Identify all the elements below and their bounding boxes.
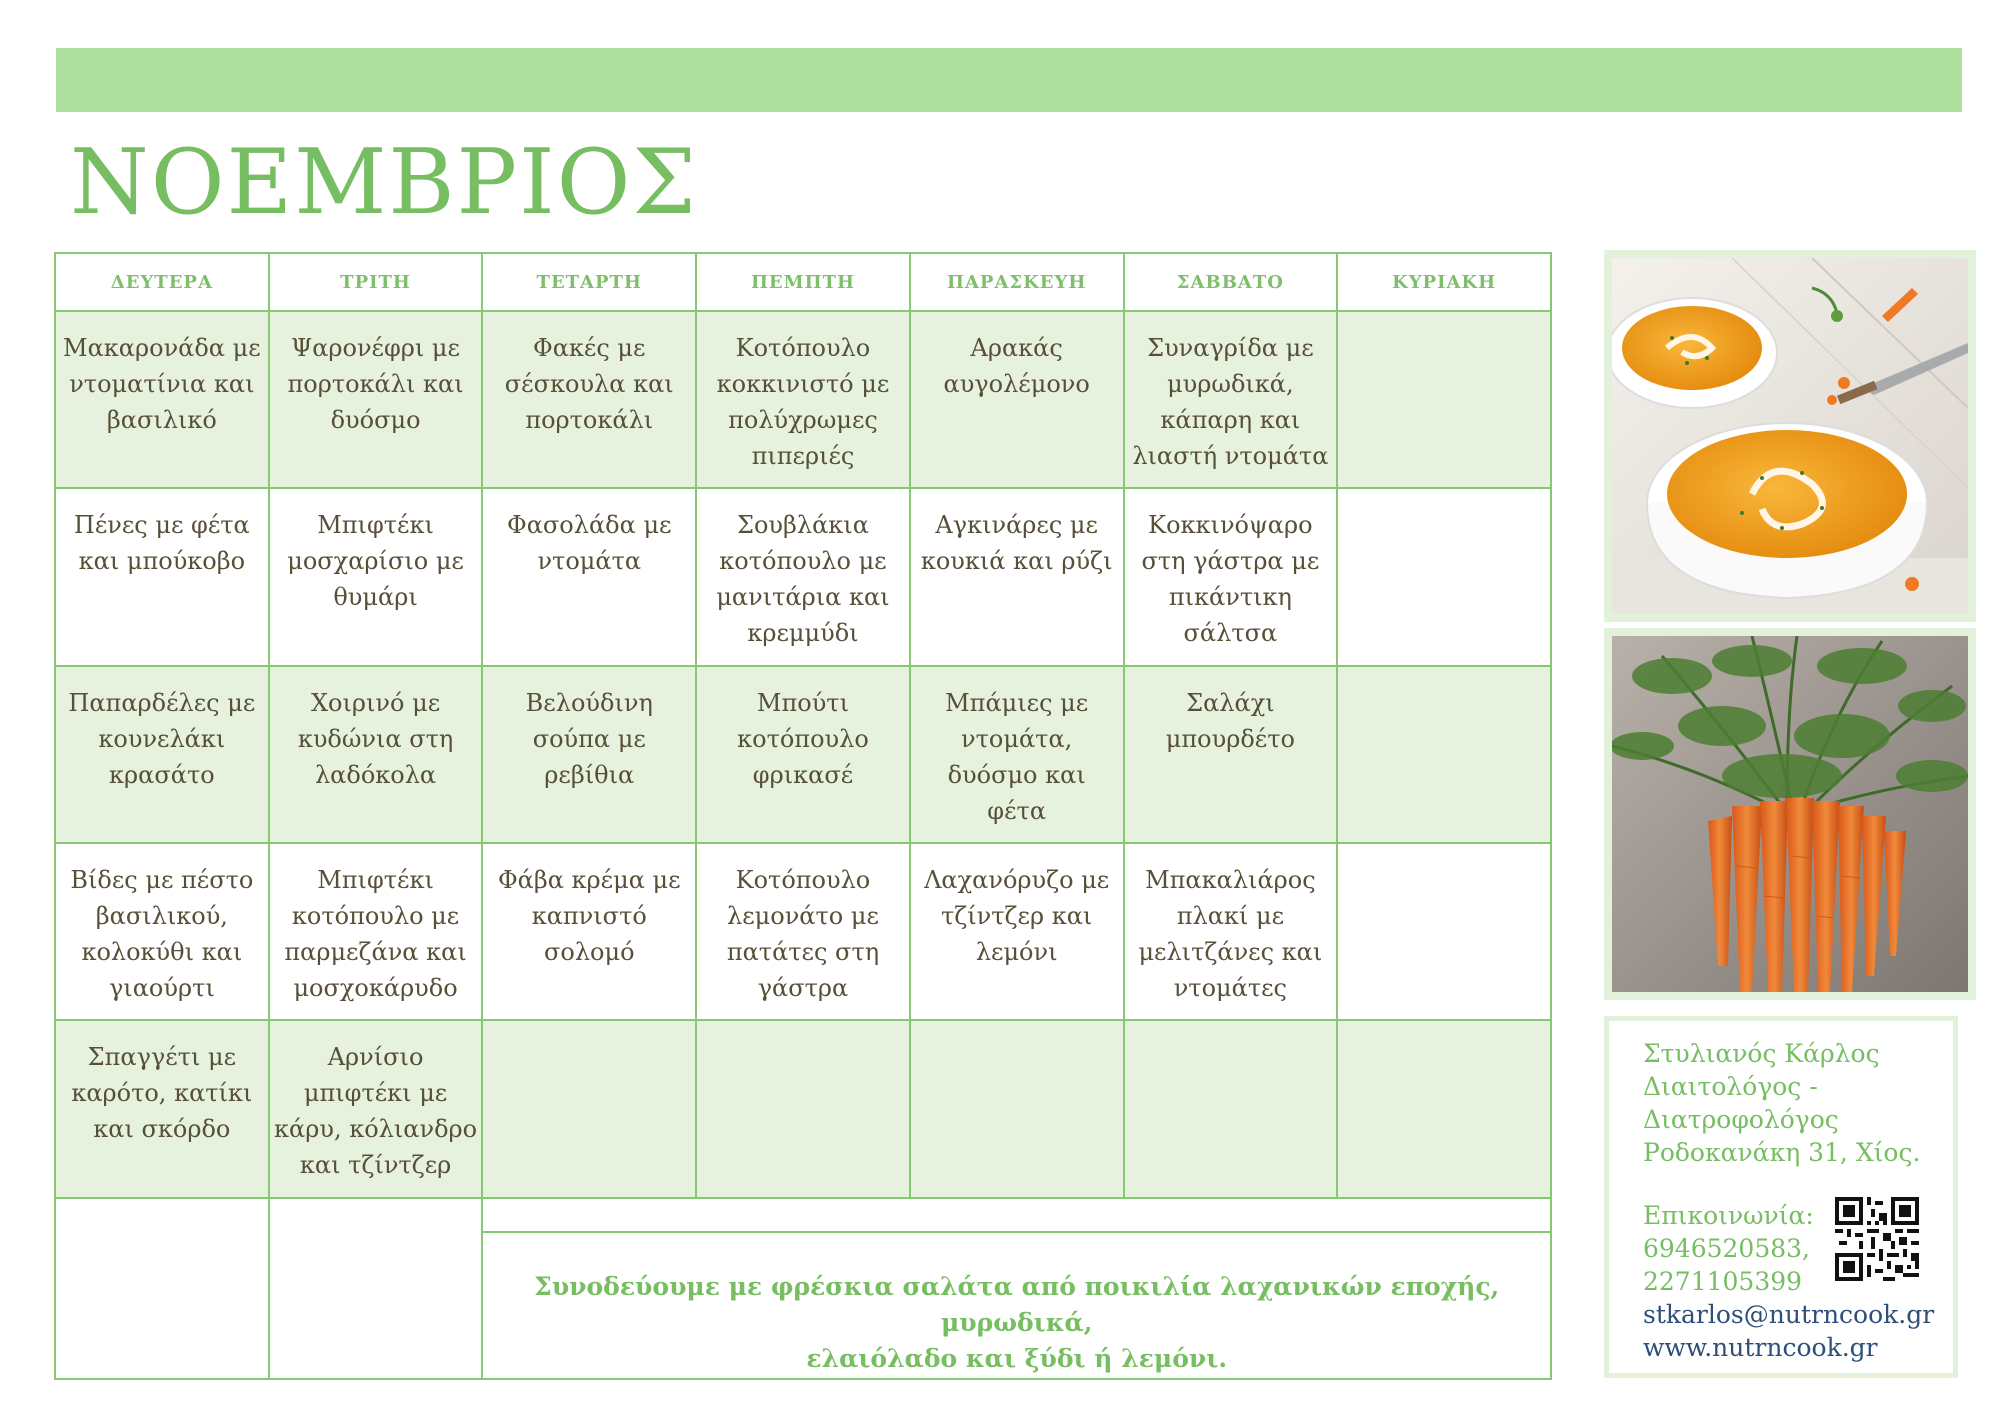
salad-note: Συνοδεύουμε με φρέσκια σαλάτα από ποικιλία λαχανικών εποχής, μυρωδικά, ελαιόλαδο και ξύδι ή λεμόνι. [534, 1271, 1500, 1373]
salad-note-cell [482, 1198, 1551, 1379]
weekday-header-row [55, 253, 1551, 311]
week-row [55, 1020, 1551, 1197]
meal-cell: Συναγρίδα με μυρωδικά, κάπαρη και λιαστή ντομάτα [1124, 311, 1338, 488]
meal-cell: Μπάμιες με ντομάτα, δυόσμο και φέτα [910, 666, 1124, 843]
profession-line1: Διαιτολόγος - [1643, 1072, 1818, 1101]
nutritionist-name: Στυλιανός Κάρλος [1643, 1039, 1880, 1068]
meal-cell: Λαχανόρυζο με τζίντζερ και λεμόνι [910, 843, 1124, 1020]
meal-cell: Κοτόπουλο κοκκινιστό με πολύχρωμες πιπεριές [696, 311, 910, 488]
meal-cell: Μπιφτέκι μοσχαρίσιο με θυμάρι [269, 488, 483, 665]
meal-cell: Μακαρονάδα με ντοματίνια και βασιλικό [55, 311, 269, 488]
meal-cell: Φακές με σέσκουλα και πορτοκάλι [482, 311, 696, 488]
week-row [55, 488, 1551, 665]
phone-landline: 2271105399 [1643, 1267, 1803, 1296]
meal-cell: Βελούδινη σούπα με ρεβίθια [482, 666, 696, 843]
day-header: ΣΑΒΒΑΤΟ [1124, 253, 1338, 311]
week-row [55, 1198, 1551, 1379]
meal-cell-empty [696, 1020, 910, 1197]
meal-cell: Κοκκινόψαρο στη γάστρα με πικάντικη σάλτσα [1124, 488, 1338, 665]
meal-cell: Μπιφτέκι κοτόπουλο με παρμεζάνα και μοσχοκάρυδο [269, 843, 483, 1020]
meal-cell: Ψαρονέφρι με πορτοκάλι και δυόσμο [269, 311, 483, 488]
meal-cell: Μπούτι κοτόπουλο φρικασέ [696, 666, 910, 843]
qr-code [1835, 1197, 1919, 1281]
meal-cell: Σπαγγέτι με καρότο, κατίκι και σκόρδο [55, 1020, 269, 1197]
carrots-bunch-photo [1604, 628, 1976, 1000]
meal-cell-empty [1124, 1020, 1338, 1197]
meal-cell-empty [1337, 488, 1551, 665]
meal-cell-empty [910, 1020, 1124, 1197]
note-divider [483, 1199, 1550, 1233]
day-header: ΚΥΡΙΑΚΗ [1337, 253, 1551, 311]
weekly-menu-table [54, 252, 1552, 1380]
day-header: ΤΕΤΑΡΤΗ [482, 253, 696, 311]
meal-cell: Σουβλάκια κοτόπουλο με μανιτάρια και κρεμμύδι [696, 488, 910, 665]
meal-cell-empty [1337, 311, 1551, 488]
day-header: ΤΡΙΤΗ [269, 253, 483, 311]
meal-cell: Χοιρινό με κυδώνια στη λαδόκολα [269, 666, 483, 843]
meal-cell-empty [1337, 843, 1551, 1020]
phone-mobile: 6946520583, [1643, 1234, 1811, 1263]
contact-label: Επικοινωνία: [1643, 1201, 1814, 1230]
meal-cell: Φασολάδα με ντομάτα [482, 488, 696, 665]
day-header: ΠΕΜΠΤΗ [696, 253, 910, 311]
meal-cell: Πένες με φέτα και μπούκοβο [55, 488, 269, 665]
meal-cell: Παπαρδέλες με κουνελάκι κρασάτο [55, 666, 269, 843]
meal-cell-empty [1337, 666, 1551, 843]
contact-card [1604, 1016, 1958, 1378]
meal-cell: Βίδες με πέστο βασιλικού, κολοκύθι και γιαούρτι [55, 843, 269, 1020]
profession-line2: Διατροφολόγος [1643, 1105, 1839, 1134]
week-row [55, 843, 1551, 1020]
meal-cell: Κοτόπουλο λεμονάτο με πατάτες στη γάστρα [696, 843, 910, 1020]
meal-cell: Φάβα κρέμα με καπνιστό σολομό [482, 843, 696, 1020]
week-row [55, 666, 1551, 843]
meal-cell-empty [55, 1198, 269, 1379]
meal-cell: Μπακαλιάρος πλακί με μελιτζάνες και ντομάτες [1124, 843, 1338, 1020]
meal-cell-empty [1337, 1020, 1551, 1197]
meal-cell-empty [269, 1198, 483, 1379]
week-row [55, 311, 1551, 488]
meal-cell: Σαλάχι μπουρδέτο [1124, 666, 1338, 843]
meal-cell: Αγκινάρες με κουκιά και ρύζι [910, 488, 1124, 665]
meal-cell-empty [482, 1020, 696, 1197]
address: Ροδοκανάκη 31, Χίος. [1643, 1138, 1921, 1167]
email-link[interactable]: stkarlos@nutrncook.gr [1643, 1300, 1935, 1329]
meal-cell: Αρακάς αυγολέμονο [910, 311, 1124, 488]
meal-cell: Αρνίσιο μπιφτέκι με κάρυ, κόλιανδρο και τζίντζερ [269, 1020, 483, 1197]
soup-bowls-photo [1604, 250, 1976, 622]
month-title: ΝΟΕΜΒΡΙΟΣ [70, 130, 699, 235]
website-link[interactable]: www.nutrncook.gr [1643, 1333, 1878, 1362]
header-bar [56, 48, 1962, 112]
day-header: ΠΑΡΑΣΚΕΥΗ [910, 253, 1124, 311]
day-header: ΔΕΥΤΕΡΑ [55, 253, 269, 311]
